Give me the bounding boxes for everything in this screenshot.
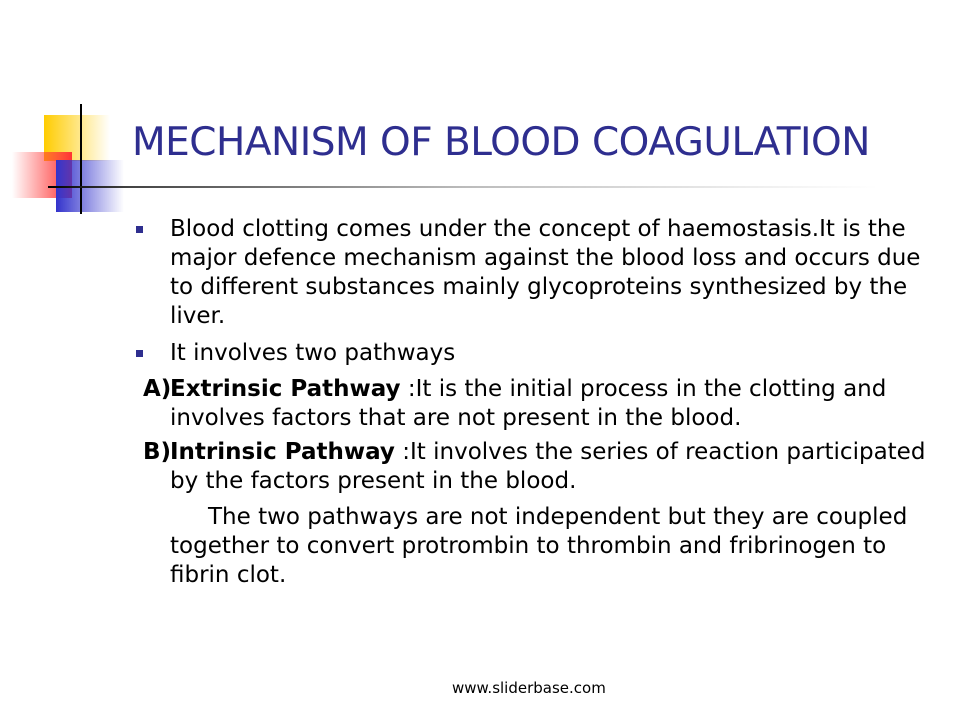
closing-paragraph: The two pathways are not independent but they are coupled together to convert protrombin to thrombin and fribrinogen to fibrin clot. xyxy=(170,504,908,588)
corner-decoration xyxy=(0,0,130,230)
square-bullet-icon xyxy=(136,226,143,233)
pathway-b-desc: :It involves the series of reaction participated by the factors present in the blood. xyxy=(170,439,926,494)
bullet-item: It involves two pathways xyxy=(170,339,930,368)
title-underline xyxy=(48,186,878,188)
pathway-b xyxy=(143,438,930,496)
pathway-a xyxy=(143,375,930,433)
pathway-a-desc: :It is the initial process in the clotting and involves factors that are not present in the blood. xyxy=(170,376,887,431)
pathway-a-name: Extrinsic Pathway xyxy=(170,376,401,402)
pathway-b-name: Intrinsic Pathway xyxy=(170,439,395,465)
slide-title: MECHANISM OF BLOOD COAGULATION xyxy=(132,120,870,165)
square-bullet-icon xyxy=(136,350,143,357)
bullet-item: Blood clotting comes under the concept of haemostasis.It is the major defence mechanism against the blood loss and occurs due to different substances mainly glycoproteins synthesized by the liver. xyxy=(170,215,930,331)
footer-url: www.sliderbase.com xyxy=(452,679,606,697)
pathway-a-prefix: A) xyxy=(143,376,172,402)
pathway-b-prefix: B) xyxy=(143,439,172,465)
